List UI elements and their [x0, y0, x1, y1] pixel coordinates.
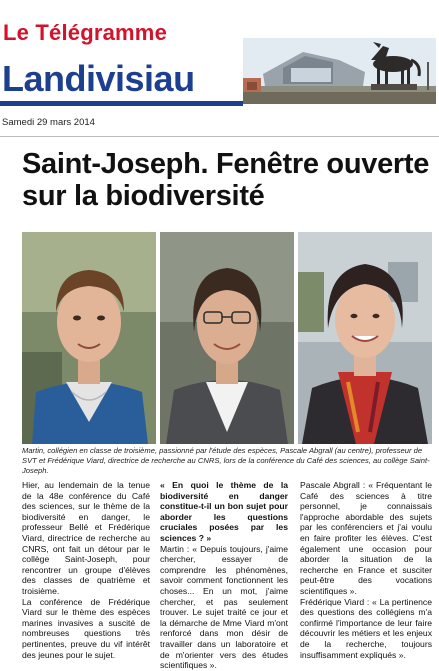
- paragraph: La conférence de Frédérique Viard sur le thème des espèces marines invasives a suscité de nombreuses questions très pertinentes, preuve du vif intérêt des jeunes pour le sujet.: [22, 596, 150, 660]
- horse-statue-photo: [243, 38, 436, 104]
- article-headline: Saint-Joseph. Fenêtre ouverte sur la biodiversité: [22, 148, 430, 212]
- newspaper-name: Le Télégramme: [3, 20, 168, 45]
- masthead: [0, 0, 439, 112]
- paragraph: Hier, au lendemain de la tenue de la 48e conférence du Café des sciences, sur le thème de la biodiversité en danger, le professeur Bellé et Frédérique Viard, directrice de recherche au CNRS, ont fait un détour par le collège Saint-Joseph, pour rencontrer un groupe d'élèves des classes de quatrième et troisième.: [22, 480, 150, 596]
- photo-student: [22, 232, 156, 444]
- article-column-3: [300, 480, 432, 660]
- article-column-1: [22, 480, 150, 660]
- photo-researcher: [298, 232, 432, 444]
- paragraph: Frédérique Viard : « La pertinence des questions des collégiens m'a confirmé l'importance de leur faire découvrir les métiers et les enjeux de la recherche, toujours insuffisamment expliqués ».: [300, 596, 432, 660]
- article-photos: [22, 232, 432, 444]
- publication-date: Samedi 29 mars 2014: [2, 117, 95, 128]
- city-rule: [0, 101, 243, 106]
- photo-teacher: [160, 232, 294, 444]
- photo-caption: Martin, collégien en classe de troisième, passionné par l'étude des espèces, Pascale Abgrall (au centre), professeur de SVT et Frédérique Viard, directrice de recherche au CNRS, lors de la conférence du Café des sciences, au collège Saint-Joseph.: [22, 446, 430, 475]
- article-column-2: [160, 480, 288, 671]
- divider: [0, 136, 439, 137]
- city-name: Landivisiau: [2, 58, 195, 99]
- paragraph: Pascale Abgrall : « Fréquentant le Café des sciences à titre personnel, je connaissais l'approche abordable des sujets par les conférenciers et j'ai voulu en faire profiter les élèves. C'est également une occasion pour aborder la situation de la recherche en France et susciter peut-être des vocations scientifiques ».: [300, 480, 432, 596]
- paragraph: Martin : « Depuis toujours, j'aime chercher, essayer de comprendre les phénomènes, savoir comment fonctionnent les choses... En un mot, j'aime chercher, et pas seulement trouver. Le sujet traité ce jour et la démarche de Mme Viard m'ont renforcé dans mon désir de travailler dans un laboratoire et de m'orienter vers des études scientifiques ».: [160, 543, 288, 671]
- interview-question: « En quoi le thème de la biodiversité en danger constitue-t-il un bon sujet pour aborder les questions cruciales posées par les sciences ? »: [160, 480, 288, 543]
